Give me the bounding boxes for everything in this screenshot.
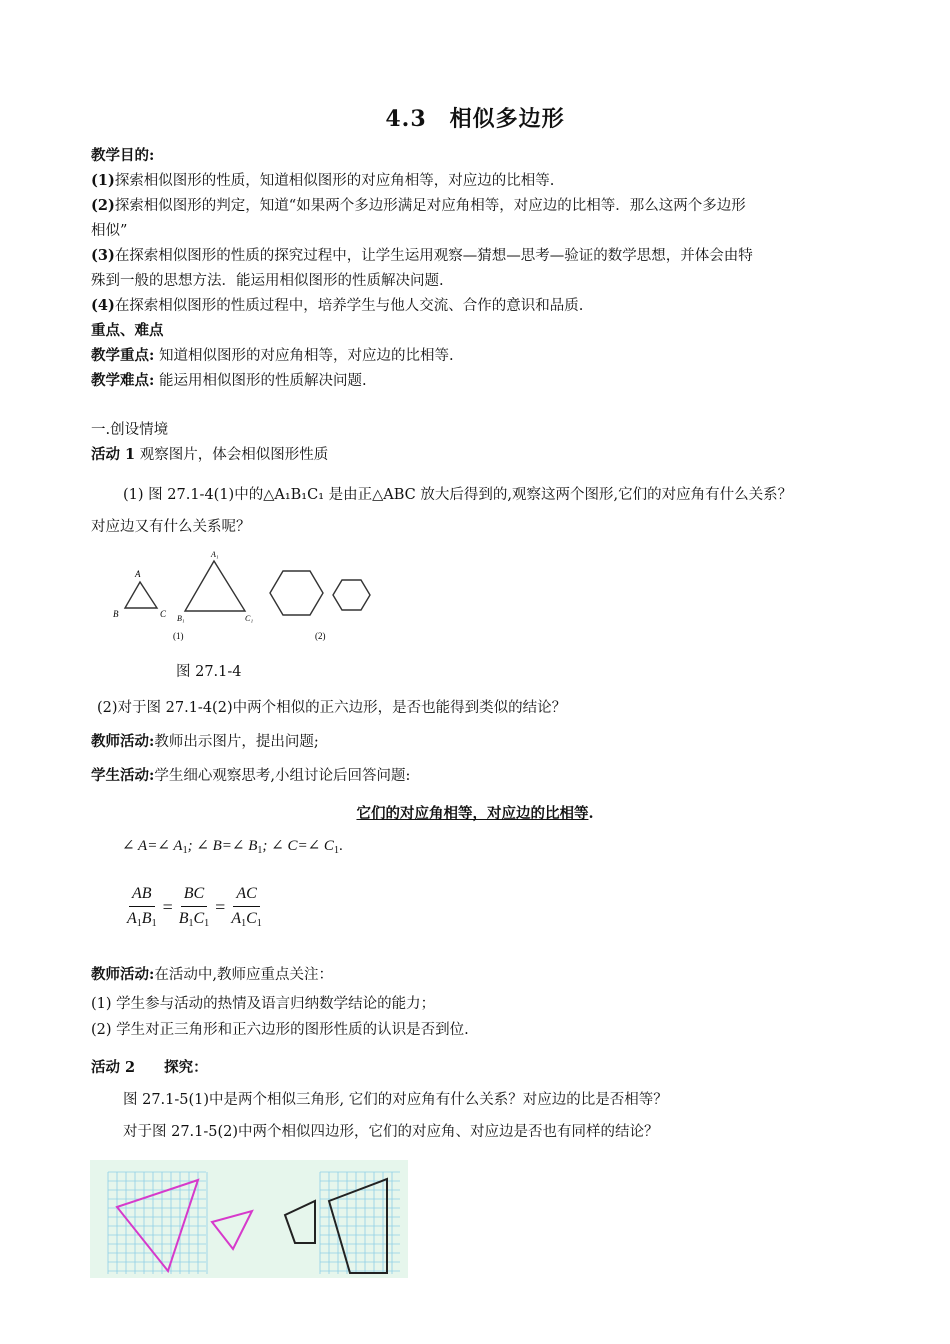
side-ratio-equation: $\frac{AB}{A_1B_1}$ = $\frac{BC}{B_1C_1}$ = $\frac{AC}{A_1C_1}$ — [127, 885, 262, 929]
small-hexagon — [333, 580, 370, 610]
teacher-activity-2: 教师活动:在活动中,教师应重点关注： — [91, 966, 333, 983]
teaching-focus: 教学重点: 知道相似图形的对应角相等，对应边的比相等. — [91, 347, 454, 364]
label-part2: (2) — [315, 631, 326, 641]
label-a: A — [135, 569, 141, 579]
objective-item: (2)探索相似图形的判定，知道“如果两个多边形满足对应角相等，对应边的比相等．那么这两个多边形 — [91, 197, 746, 214]
objective-item: (1)探索相似图形的性质，知道相似图形的对应角相等，对应边的比相等. — [91, 172, 555, 189]
label-b1: B₁ — [177, 614, 185, 623]
figure-27-1-4 — [105, 545, 380, 645]
objective-item: (4)在探索相似图形的性质过程中，培养学生与他人交流、合作的意识和品质. — [91, 297, 584, 314]
figure-27-1-5 — [90, 1160, 408, 1278]
large-triangle — [185, 561, 245, 611]
figure-caption: 图 27.1-4 — [176, 664, 242, 680]
student-activity: 学生活动:学生细心观察思考,小组讨论后回答问题: — [91, 767, 411, 784]
objective-item: 相似” — [91, 223, 128, 239]
teacher-activity: 教师活动:教师出示图片，提出问题; — [91, 733, 319, 750]
activity2-line2: 对于图 27.1-5(2)中两个相似四边形，它们的对应角、对应边是否也有同样的结论？ — [123, 1124, 659, 1140]
objective-item: (3)在探索相似图形的性质的探究过程中，让学生运用观察—猜想—思考—验证的数学思想，并体会由特 — [91, 247, 753, 264]
small-triangle — [125, 582, 157, 608]
key-points-heading: 重点、难点 — [91, 322, 164, 339]
focus-item-2: (2) 学生对正三角形和正六边形的图形性质的认识是否到位. — [91, 1022, 469, 1038]
page-title: 4.3 相似多边形 — [385, 106, 565, 132]
activity2-title: 活动 2 探究： — [91, 1059, 208, 1076]
objectives-heading: 教学目的: — [91, 147, 155, 164]
focus-item-1: (1) 学生参与活动的热情及语言归纳数学结论的能力； — [91, 996, 436, 1012]
label-b: B — [113, 609, 119, 619]
question-2: (2)对于图 27.1-4(2)中两个相似的正六边形，是否也能得到类似的结论？ — [97, 700, 567, 716]
label-c1: C₁ — [245, 614, 254, 623]
section-heading: 一.创设情境 — [91, 422, 169, 438]
conclusion: 它们的对应角相等，对应边的比相等. — [356, 805, 594, 822]
angle-equalities: ∠ A=∠ $A_1$; ∠ B=∠ $B_1$; ∠ C=∠ $C_1$. — [122, 838, 343, 856]
question-1-line1: (1) 图 27.1-4(1)中的△A₁B₁C₁ 是由正△ABC 放大后得到的,观察这两个图形,它们的对应角有什么关系？ — [123, 487, 793, 503]
activity1-title: 活动 1 观察图片，体会相似图形性质 — [91, 446, 329, 463]
activity2-line1: 图 27.1-5(1)中是两个相似三角形, 它们的对应角有什么关系？对应边的比是否相等？ — [123, 1092, 668, 1108]
label-part1: (1) — [173, 631, 184, 641]
objective-item: 殊到一般的思想方法．能运用相似图形的性质解决问题. — [91, 273, 444, 289]
teaching-difficulty: 教学难点: 能运用相似图形的性质解决问题. — [91, 372, 367, 389]
label-a1: A₁ — [211, 550, 219, 559]
label-c: C — [160, 609, 167, 619]
large-hexagon — [270, 571, 323, 615]
question-1-line2: 对应边又有什么关系呢？ — [91, 519, 251, 535]
